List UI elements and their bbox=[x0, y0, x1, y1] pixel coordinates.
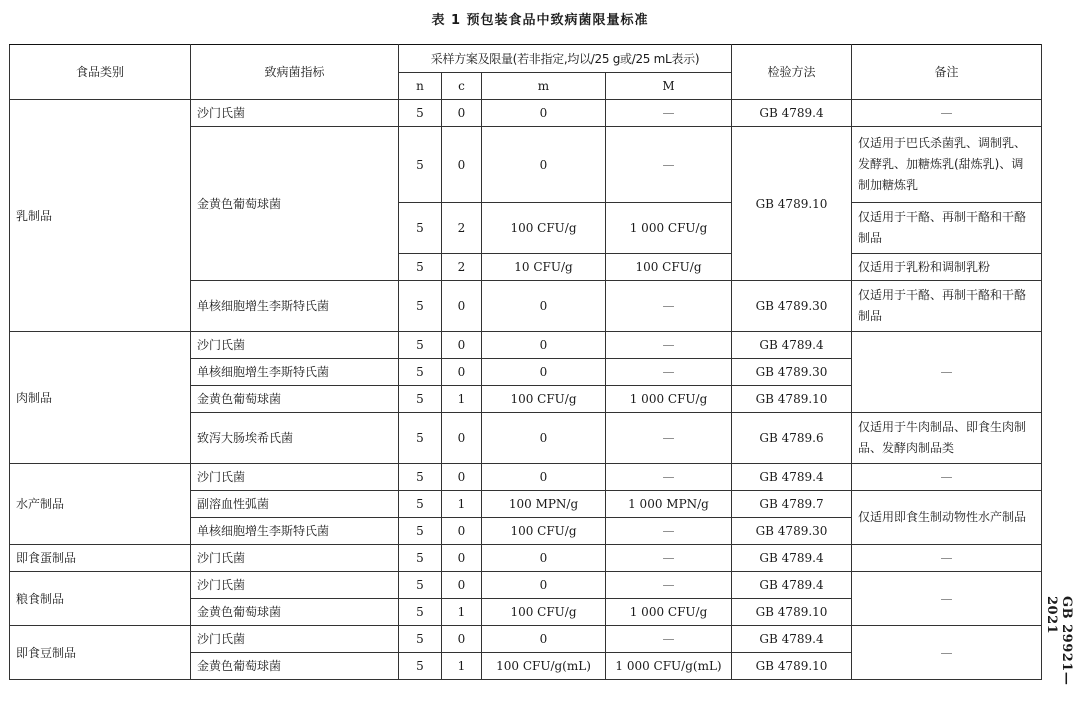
method-cell: GB 4789.10 bbox=[732, 599, 852, 626]
M-cell: 1 000 MPN/g bbox=[606, 491, 732, 518]
method-cell: GB 4789.10 bbox=[732, 386, 852, 413]
remark-cell: — bbox=[852, 332, 1042, 413]
m-cell: 0 bbox=[482, 281, 606, 332]
M-cell: — bbox=[606, 464, 732, 491]
M-cell: 1 000 CFU/g bbox=[606, 599, 732, 626]
table-row bbox=[10, 626, 1042, 653]
n-cell: 5 bbox=[399, 281, 442, 332]
header-remark: 备注 bbox=[852, 45, 1042, 100]
header-food-category: 食品类别 bbox=[10, 45, 191, 100]
method-cell: GB 4789.4 bbox=[732, 626, 852, 653]
M-cell: — bbox=[606, 572, 732, 599]
pathogen-cell: 金黄色葡萄球菌 bbox=[191, 127, 399, 281]
header-c: c bbox=[442, 73, 482, 100]
m-cell: 100 CFU/g bbox=[482, 203, 606, 254]
header-sampling: 采样方案及限量(若非指定,均以/25 g或/25 mL表示) bbox=[399, 45, 732, 73]
method-cell: GB 4789.7 bbox=[732, 491, 852, 518]
m-cell: 100 CFU/g(mL) bbox=[482, 653, 606, 680]
table-row bbox=[10, 100, 1042, 127]
c-cell: 0 bbox=[442, 413, 482, 464]
M-cell: — bbox=[606, 545, 732, 572]
category-dairy: 乳制品 bbox=[10, 100, 191, 332]
remark-cell: — bbox=[852, 464, 1042, 491]
c-cell: 0 bbox=[442, 626, 482, 653]
method-cell: GB 4789.6 bbox=[732, 413, 852, 464]
n-cell: 5 bbox=[399, 518, 442, 545]
M-cell: 1 000 CFU/g bbox=[606, 203, 732, 254]
category-egg: 即食蛋制品 bbox=[10, 545, 191, 572]
pathogen-cell: 沙门氏菌 bbox=[191, 100, 399, 127]
method-cell: GB 4789.4 bbox=[732, 332, 852, 359]
remark-cell: 仅适用于干酪、再制干酪和干酪制品 bbox=[852, 281, 1042, 332]
pathogen-cell: 金黄色葡萄球菌 bbox=[191, 386, 399, 413]
M-cell: — bbox=[606, 359, 732, 386]
n-cell: 5 bbox=[399, 464, 442, 491]
m-cell: 0 bbox=[482, 100, 606, 127]
method-cell: GB 4789.4 bbox=[732, 464, 852, 491]
category-bean: 即食豆制品 bbox=[10, 626, 191, 680]
m-cell: 100 CFU/g bbox=[482, 518, 606, 545]
header-m-upper: M bbox=[606, 73, 732, 100]
pathogen-cell: 金黄色葡萄球菌 bbox=[191, 599, 399, 626]
n-cell: 5 bbox=[399, 100, 442, 127]
M-cell: — bbox=[606, 332, 732, 359]
method-cell: GB 4789.4 bbox=[732, 545, 852, 572]
category-grain: 粮食制品 bbox=[10, 572, 191, 626]
method-cell: GB 4789.4 bbox=[732, 572, 852, 599]
table-row bbox=[10, 332, 1042, 359]
header-row-1 bbox=[10, 45, 1042, 73]
pathogen-cell: 单核细胞增生李斯特氏菌 bbox=[191, 518, 399, 545]
method-cell: GB 4789.10 bbox=[732, 653, 852, 680]
n-cell: 5 bbox=[399, 626, 442, 653]
m-cell: 100 CFU/g bbox=[482, 386, 606, 413]
pathogen-cell: 沙门氏菌 bbox=[191, 464, 399, 491]
n-cell: 5 bbox=[399, 386, 442, 413]
m-cell: 100 MPN/g bbox=[482, 491, 606, 518]
M-cell: — bbox=[606, 413, 732, 464]
remark-cell: 仅适用于干酪、再制干酪和干酪制品 bbox=[852, 203, 1042, 254]
m-cell: 0 bbox=[482, 359, 606, 386]
m-cell: 10 CFU/g bbox=[482, 254, 606, 281]
c-cell: 2 bbox=[442, 203, 482, 254]
c-cell: 0 bbox=[442, 100, 482, 127]
m-cell: 0 bbox=[482, 572, 606, 599]
m-cell: 0 bbox=[482, 127, 606, 203]
category-aquatic: 水产制品 bbox=[10, 464, 191, 545]
method-cell: GB 4789.10 bbox=[732, 127, 852, 281]
c-cell: 0 bbox=[442, 464, 482, 491]
remark-cell: — bbox=[852, 626, 1042, 680]
method-cell: GB 4789.4 bbox=[732, 100, 852, 127]
n-cell: 5 bbox=[399, 127, 442, 203]
c-cell: 1 bbox=[442, 653, 482, 680]
m-cell: 0 bbox=[482, 545, 606, 572]
c-cell: 0 bbox=[442, 359, 482, 386]
M-cell: 1 000 CFU/g bbox=[606, 386, 732, 413]
pathogen-cell: 沙门氏菌 bbox=[191, 572, 399, 599]
n-cell: 5 bbox=[399, 572, 442, 599]
header-n: n bbox=[399, 73, 442, 100]
header-pathogen: 致病菌指标 bbox=[191, 45, 399, 100]
remark-cell: — bbox=[852, 545, 1042, 572]
remark-cell: 仅适用于牛肉制品、即食生肉制品、发酵肉制品类 bbox=[852, 413, 1042, 464]
table-row bbox=[10, 464, 1042, 491]
pathogen-cell: 沙门氏菌 bbox=[191, 332, 399, 359]
c-cell: 0 bbox=[442, 332, 482, 359]
header-method: 检验方法 bbox=[732, 45, 852, 100]
n-cell: 5 bbox=[399, 254, 442, 281]
method-cell: GB 4789.30 bbox=[732, 359, 852, 386]
table-row bbox=[10, 572, 1042, 599]
c-cell: 1 bbox=[442, 491, 482, 518]
c-cell: 2 bbox=[442, 254, 482, 281]
M-cell: 1 000 CFU/g(mL) bbox=[606, 653, 732, 680]
c-cell: 0 bbox=[442, 127, 482, 203]
c-cell: 0 bbox=[442, 518, 482, 545]
m-cell: 0 bbox=[482, 626, 606, 653]
c-cell: 0 bbox=[442, 545, 482, 572]
M-cell: — bbox=[606, 626, 732, 653]
table-title: 表 1 预包装食品中致病菌限量标准 bbox=[431, 13, 649, 28]
n-cell: 5 bbox=[399, 332, 442, 359]
pathogen-limit-table bbox=[9, 44, 1042, 680]
pathogen-cell: 单核细胞增生李斯特氏菌 bbox=[191, 281, 399, 332]
m-cell: 0 bbox=[482, 464, 606, 491]
remark-cell: — bbox=[852, 100, 1042, 127]
header-m-lower: m bbox=[482, 73, 606, 100]
n-cell: 5 bbox=[399, 545, 442, 572]
pathogen-cell: 单核细胞增生李斯特氏菌 bbox=[191, 359, 399, 386]
n-cell: 5 bbox=[399, 203, 442, 254]
standard-number-label: GB 29921—2021 bbox=[1044, 596, 1074, 686]
m-cell: 0 bbox=[482, 332, 606, 359]
method-cell: GB 4789.30 bbox=[732, 518, 852, 545]
category-meat: 肉制品 bbox=[10, 332, 191, 464]
n-cell: 5 bbox=[399, 359, 442, 386]
n-cell: 5 bbox=[399, 413, 442, 464]
n-cell: 5 bbox=[399, 599, 442, 626]
M-cell: 100 CFU/g bbox=[606, 254, 732, 281]
m-cell: 0 bbox=[482, 413, 606, 464]
M-cell: — bbox=[606, 281, 732, 332]
c-cell: 0 bbox=[442, 281, 482, 332]
c-cell: 1 bbox=[442, 386, 482, 413]
M-cell: — bbox=[606, 100, 732, 127]
pathogen-cell: 致泻大肠埃希氏菌 bbox=[191, 413, 399, 464]
m-cell: 100 CFU/g bbox=[482, 599, 606, 626]
c-cell: 0 bbox=[442, 572, 482, 599]
pathogen-cell: 沙门氏菌 bbox=[191, 626, 399, 653]
remark-cell: — bbox=[852, 572, 1042, 626]
pathogen-cell: 沙门氏菌 bbox=[191, 545, 399, 572]
M-cell: — bbox=[606, 127, 732, 203]
pathogen-cell: 金黄色葡萄球菌 bbox=[191, 653, 399, 680]
n-cell: 5 bbox=[399, 491, 442, 518]
remark-cell: 仅适用于巴氏杀菌乳、调制乳、发酵乳、加糖炼乳(甜炼乳)、调制加糖炼乳 bbox=[852, 127, 1042, 203]
table-row bbox=[10, 545, 1042, 572]
c-cell: 1 bbox=[442, 599, 482, 626]
remark-cell: 仅适用于乳粉和调制乳粉 bbox=[852, 254, 1042, 281]
method-cell: GB 4789.30 bbox=[732, 281, 852, 332]
pathogen-cell: 副溶血性弧菌 bbox=[191, 491, 399, 518]
n-cell: 5 bbox=[399, 653, 442, 680]
remark-cell: 仅适用即食生制动物性水产制品 bbox=[852, 491, 1042, 545]
M-cell: — bbox=[606, 518, 732, 545]
